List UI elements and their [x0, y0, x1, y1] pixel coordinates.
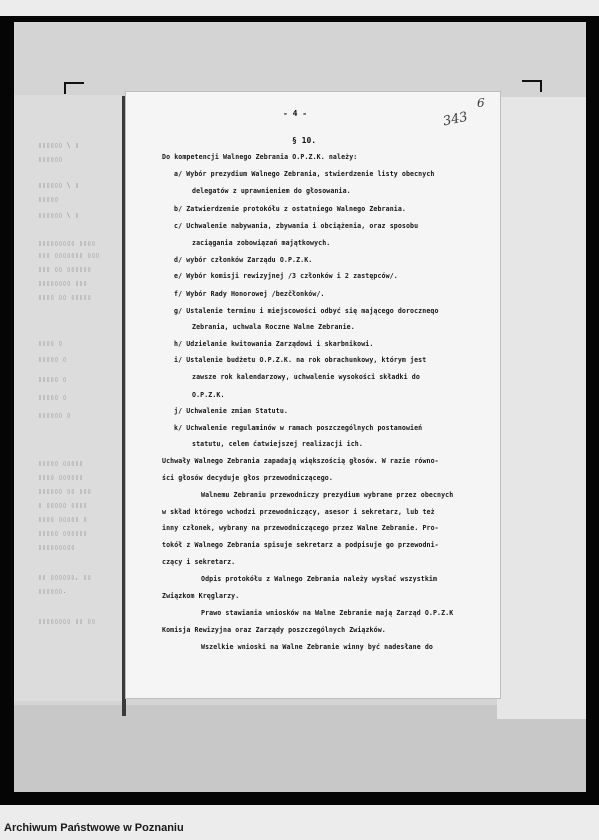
text-line: zawsze rok kalendarzowy, uchwalenie wysokości składki do — [192, 373, 420, 381]
text-line: Odpis protokółu z Walnego Zebrania należy wysłać wszystkim — [201, 575, 438, 583]
text-line: w skład którego wchodzi przewodniczący, asesor i sekretarz, lub też — [162, 508, 435, 516]
text-line: e/ Wybór komisji rewizyjnej /3 członków i 2 zastępców/. — [174, 272, 398, 280]
text-line: h/ Udzielanie kwitowania Zarządowi i skarbnikowi. — [174, 340, 374, 348]
page-number: - 4 - — [283, 109, 308, 118]
text-line: ści głosów decyduje głos przewodniczącego. — [162, 474, 333, 482]
section-heading: § 10. — [292, 136, 317, 145]
text-line: Walnemu Zebraniu przewodniczy prezydium wybrane przez obecnych — [201, 491, 454, 499]
text-line: d/ wybór członków Zarządu O.P.Z.K. — [174, 256, 313, 264]
text-line: Prawo stawiania wniosków na Walne Zebranie mają Zarząd O.P.Z.K — [201, 609, 454, 617]
document-page — [126, 92, 500, 698]
text-line: g/ Ustalenie terminu i miejscowości odbyć się mającego doroczneqo — [174, 307, 439, 315]
text-line: delegatów z uprawnieniem do głosowania. — [192, 187, 351, 195]
text-line: statutu, celem ćatwiejszej realizacji ich. — [192, 440, 363, 448]
text-line: b/ Zatwierdzenie protokółu z ostatniego Walnego Zebrania. — [174, 205, 406, 213]
handwritten-annotation: 343 — [441, 109, 470, 130]
corner-mark-right — [522, 80, 542, 92]
adjacent-page-left: ▯▯▯▯▯▯ \ ▯ ▯▯▯▯▯▯ ▯▯▯▯▯▯ \ ▯ ▯▯▯▯▯ ▯▯▯▯▯▯ \ ▯ ▯▯▯▯▯▯▯▯▯ ▯▯▯▯ ▯▯▯ ▯▯▯▯▯▯▯ ▯▯▯ ▯▯▯ ▯▯ ▯▯▯▯▯▯ ▯▯▯▯▯▯▯▯ ▯▯▯ ▯▯▯▯ ▯▯ ▯▯▯▯▯ ▯▯▯▯ ▯ ▯▯▯▯▯ ▯ ▯▯▯▯▯ ▯ ▯▯▯▯▯ ▯ ▯▯▯▯▯▯ ▯ ▯▯▯▯▯ ▯▯▯▯▯ ▯▯▯▯ ▯▯▯▯▯▯ ▯▯▯▯▯▯ ▯▯ ▯▯▯ ▯ ▯▯▯▯▯ ▯▯▯▯ ▯▯▯▯ ▯▯▯▯▯ ▯ ▯▯▯▯▯ ▯▯▯▯▯▯ ▯▯▯▯▯▯▯▯▯ ▯▯ ▯▯▯▯▯▯, ▯▯ ▯▯▯▯▯▯. ▯▯▯▯▯▯▯▯ ▯▯ ▯▯ — [14, 95, 122, 701]
text-line: f/ Wybór Rady Honorowej /bezčłonków/. — [174, 290, 325, 298]
text-line: O.P.Z.K. — [192, 391, 225, 399]
text-line: Do kompetencji Walnego Zebrania O.P.Z.K. należy: — [162, 153, 358, 161]
text-line: j/ Uchwalenie zmian Statutu. — [174, 407, 288, 415]
text-line: tokół z Walnego Zebrania spisuje sekretarz a podpisuje go przewodni- — [162, 541, 439, 549]
corner-mark-left — [64, 82, 84, 94]
text-line: Komisja Rewizyjna oraz Zarządy poszczególnych Związków. — [162, 626, 386, 634]
archive-caption: Archiwum Państwowe w Poznaniu — [4, 822, 184, 834]
text-line: a/ Wybór prezydium Walnego Zebrania, stwierdzenie listy obecnych — [174, 170, 435, 178]
text-line: inny członek, wybrany na przewodniczącego przez Walne Zebranie. Pro- — [162, 524, 439, 532]
text-line: k/ Uchwalenie regulaminów w ramach poszczególnych postanowień — [174, 424, 423, 432]
text-line: Wszelkie wnioski na Walne Zebranie winny być nadesłane do — [201, 643, 433, 651]
text-line: c/ Uchwalenie nabywania, zbywania i obciążenia, oraz sposobu — [174, 222, 419, 230]
text-line: Związkom Kręglarzy. — [162, 592, 240, 600]
text-line: czący i sekretarz. — [162, 558, 236, 566]
adjacent-page-right — [497, 97, 586, 719]
text-line: Zebrania, uchwala Roczne Walne Zebranie. — [192, 323, 355, 331]
text-line: i/ Ustalenie budżetu O.P.Z.K. na rok obrachunkowy, którym jest — [174, 356, 427, 364]
handwritten-superscript: 6 — [477, 96, 485, 110]
text-line: Uchwały Walnego Zebrania zapadają większością głosów. W razie równo- — [162, 457, 439, 465]
text-line: zaciągania zobowiązań majątkowych. — [192, 239, 331, 247]
